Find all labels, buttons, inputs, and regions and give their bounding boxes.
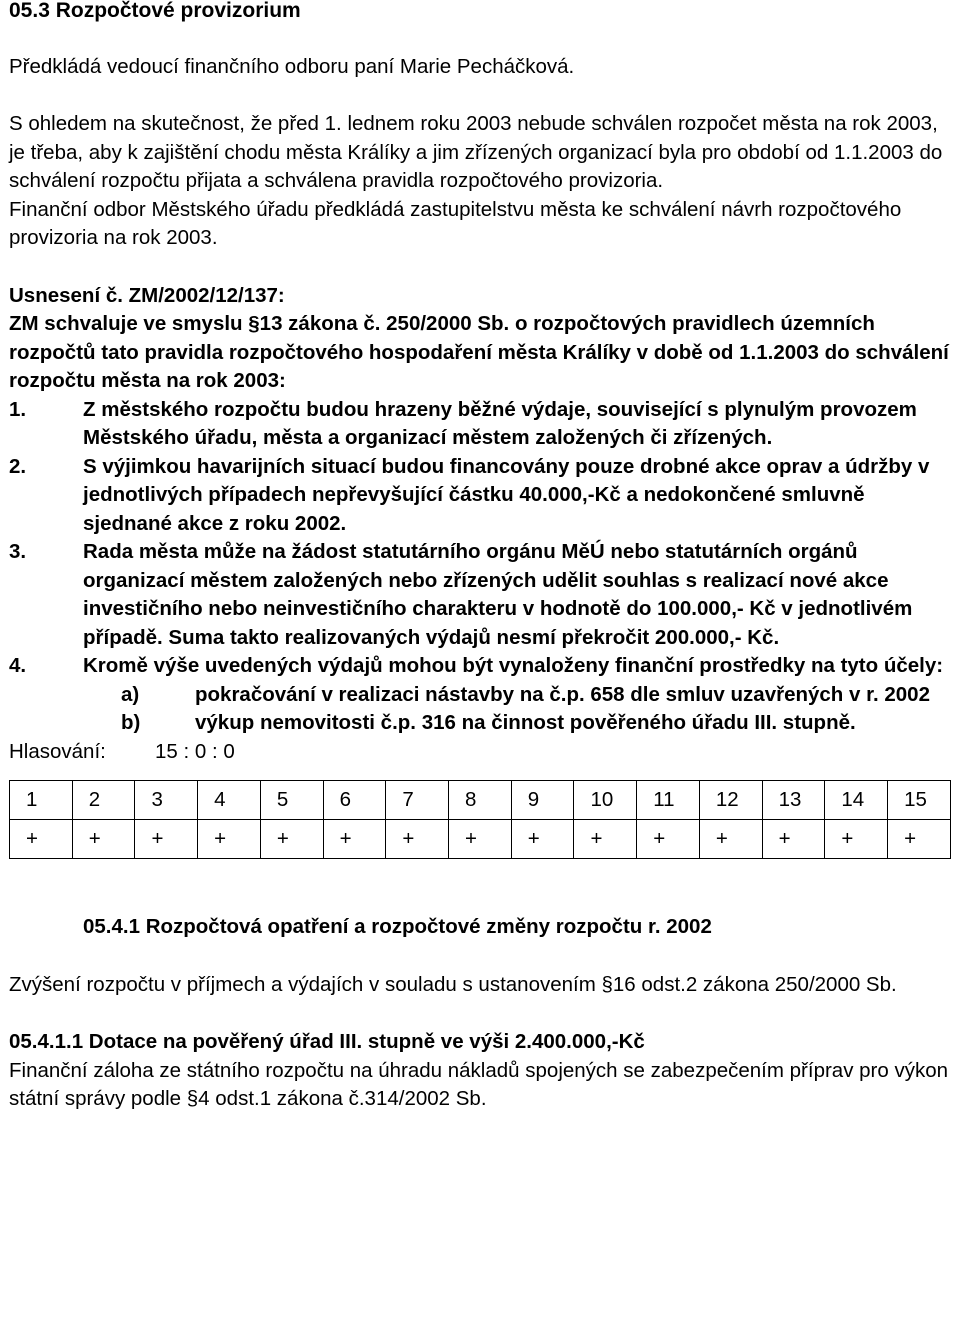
- vote-cell: +: [198, 820, 261, 859]
- subsection-heading-5411: 05.4.1.1 Dotace na pověřený úřad III. stupně ve výši 2.400.000,-Kč: [9, 1030, 645, 1053]
- item-number: 2.: [9, 454, 27, 478]
- voting-table: [9, 780, 951, 859]
- member-number-cell: 9: [511, 781, 574, 820]
- member-number-cell: 12: [699, 781, 762, 820]
- vote-cell: +: [72, 820, 135, 859]
- list-item: [9, 652, 949, 738]
- votes-row: [10, 820, 951, 859]
- members-row: [10, 781, 951, 820]
- vote-cell: +: [260, 820, 323, 859]
- sub-list-item: [121, 681, 949, 710]
- resolution-items: [9, 396, 949, 738]
- sub-item-letter: b): [121, 711, 141, 734]
- intro-paragraph-2: Finanční odbor Městského úřadu předkládá zastupitelstvu města ke schválení návrh rozpočtového provizoria na rok 2003.: [9, 197, 902, 249]
- member-number-cell: 7: [386, 781, 449, 820]
- member-number-cell: 3: [135, 781, 198, 820]
- resolution-text: ZM schvaluje ve smyslu §13 zákona č. 250/2000 Sb. o rozpočtových pravidlech územních rozpočtů tato pravidla rozpočtového hospodaření města Králíky v době od 1.1.2003 do schválení rozpočtu města na rok 2003:: [9, 312, 949, 392]
- item-number: 1.: [9, 397, 27, 421]
- subsection-heading-541: 05.4.1 Rozpočtová opatření a rozpočtové změny rozpočtu r. 2002: [83, 915, 712, 938]
- vote-cell: +: [449, 820, 512, 859]
- vote-cell: +: [888, 820, 951, 859]
- member-number-cell: 15: [888, 781, 951, 820]
- member-number-cell: 2: [72, 781, 135, 820]
- voting-label: Hlasování:: [9, 739, 106, 763]
- vote-cell: +: [762, 820, 825, 859]
- subsection-text-541: Zvýšení rozpočtu v příjmech a výdajích v souladu s ustanovením §16 odst.2 zákona 250/2000 Sb.: [9, 972, 897, 996]
- sub-item-text: pokračování v realizaci nástavby na č.p. 658 dle smluv uzavřených v r. 2002: [195, 682, 930, 706]
- member-number-cell: 5: [260, 781, 323, 820]
- item-text: Rada města může na žádost statutárního orgánu MěÚ nebo statutárních orgánů organizací městem založených nebo zřízených udělit souhlas s realizací nové akce investičního nebo neinvestičního charakteru v hodnotě do 100.000,- Kč v jednotlivém případě. Suma takto realizovaných výdajů nesmí překročit 200.000,- Kč.: [83, 540, 913, 649]
- sub-items: [83, 681, 949, 738]
- item-text: Z městského rozpočtu budou hrazeny běžné výdaje, související s plynulým provozem Městského úřadu, města a organizací městem založených či zřízených.: [83, 397, 917, 449]
- vote-cell: +: [135, 820, 198, 859]
- vote-cell: +: [699, 820, 762, 859]
- subsection-text-5411: Finanční záloha ze státního rozpočtu na úhradu nákladů spojených se zabezpečením příprav pro výkon státní správy podle §4 odst.1 zákona č.314/2002 Sb.: [9, 1058, 949, 1110]
- intro-paragraph-1: S ohledem na skutečnost, že před 1. lednem roku 2003 nebude schválen rozpočet města na rok 2003, je třeba, aby k zajištění chodu města Králíky a jim zřízených organizací byla pro období od 1.1.2003 do schválení rozpočtu přijata a schválena pravidla rozpočtového provizoria.: [9, 112, 943, 192]
- member-number-cell: 14: [825, 781, 888, 820]
- list-item: [9, 453, 949, 539]
- vote-cell: +: [574, 820, 637, 859]
- sub-list-item: [121, 709, 949, 738]
- member-number-cell: 13: [762, 781, 825, 820]
- presenter-line: Předkládá vedoucí finančního odboru paní Marie Pecháčková.: [9, 54, 575, 78]
- sub-item-text: výkup nemovitosti č.p. 316 na činnost pověřeného úřadu III. stupně.: [195, 711, 856, 734]
- item-text: Kromě výše uvedených výdajů mohou být vynaloženy finanční prostředky na tyto účely:: [83, 654, 944, 677]
- member-number-cell: 8: [449, 781, 512, 820]
- item-text: S výjimkou havarijních situací budou financovány pouze drobné akce oprav a údržby v jednotlivých případech nepřevyšující částku 40.000,-Kč a nedokončené smluvně sjednané akce z roku 2002.: [83, 454, 930, 535]
- member-number-cell: 4: [198, 781, 261, 820]
- sub-item-letter: a): [121, 682, 140, 706]
- vote-cell: +: [511, 820, 574, 859]
- member-number-cell: 10: [574, 781, 637, 820]
- vote-cell: +: [825, 820, 888, 859]
- member-number-cell: 6: [323, 781, 386, 820]
- voting-result: 15 : 0 : 0: [155, 739, 235, 763]
- member-number-cell: 11: [637, 781, 700, 820]
- vote-cell: +: [637, 820, 700, 859]
- list-item: [9, 396, 949, 453]
- voting-summary: [9, 738, 949, 767]
- item-number: 3.: [9, 540, 27, 563]
- section-heading: 05.3 Rozpočtové provizorium: [9, 0, 301, 22]
- document-page: [9, 0, 949, 1114]
- vote-cell: +: [386, 820, 449, 859]
- list-item: [9, 538, 949, 652]
- vote-cell: +: [10, 820, 73, 859]
- vote-cell: +: [323, 820, 386, 859]
- resolution-number: Usnesení č. ZM/2002/12/137:: [9, 283, 285, 307]
- member-number-cell: 1: [10, 781, 73, 820]
- item-number: 4.: [9, 654, 27, 677]
